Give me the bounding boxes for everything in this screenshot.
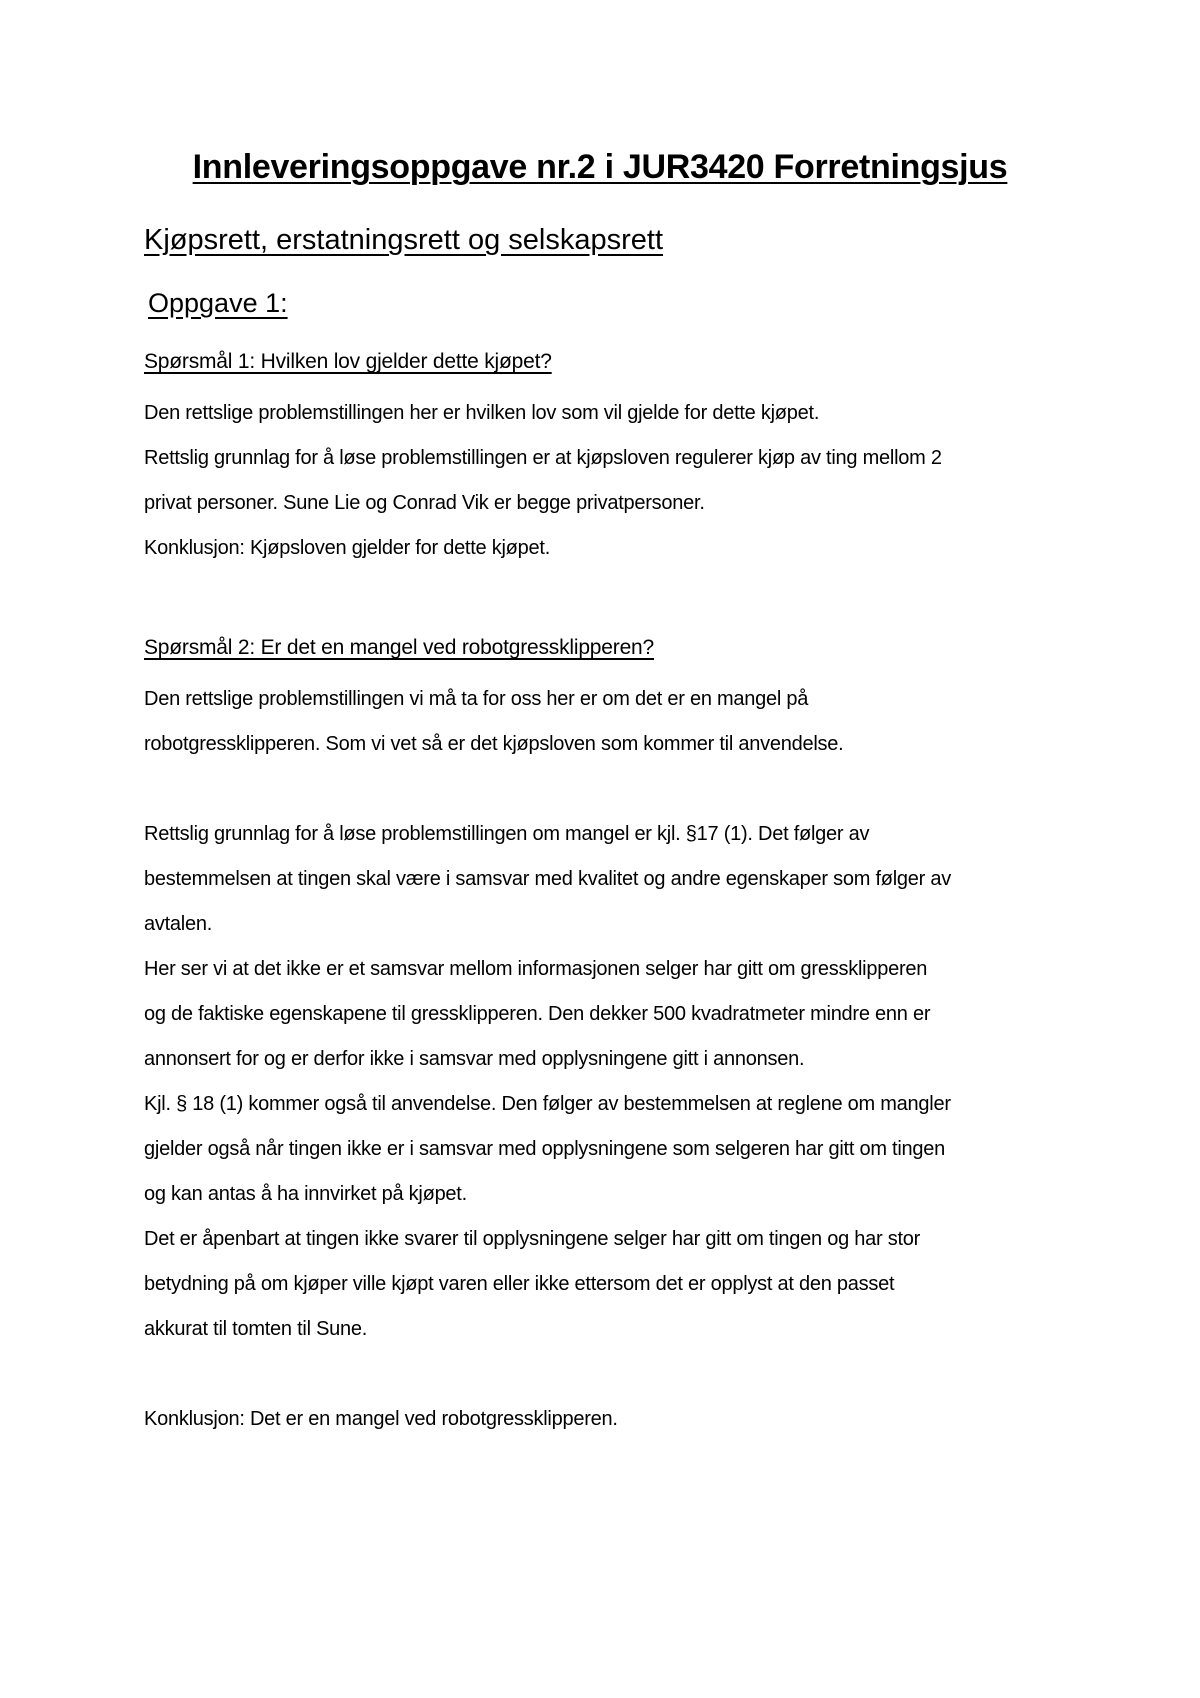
question-2-paragraph-line: Den rettslige problemstillingen vi må ta for oss her er om det er en mangel på: [144, 688, 809, 710]
question-1-conclusion: Konklusjon: Kjøpsloven gjelder for dette kjøpet.: [144, 537, 550, 559]
question-2-paragraph-line: betydning på om kjøper ville kjøpt varen eller ikke ettersom det er opplyst at den passet: [144, 1273, 895, 1295]
question-2-paragraph-line: Her ser vi at det ikke er et samsvar mellom informasjonen selger har gitt om gressklipperen: [144, 958, 928, 980]
question-2-paragraph-line: og de faktiske egenskapene til gressklipperen. Den dekker 500 kvadratmeter mindre enn er: [144, 1003, 931, 1025]
question-2-paragraph-line: Rettslig grunnlag for å løse problemstillingen om mangel er kjl. §17 (1). Det følger av: [144, 823, 870, 845]
question-2-paragraph-line: akkurat til tomten til Sune.: [144, 1318, 368, 1340]
question-2-heading: Spørsmål 2: Er det en mangel ved robotgressklipperen?: [144, 636, 655, 659]
question-1-paragraph-line: Den rettslige problemstillingen her er hvilken lov som vil gjelde for dette kjøpet.: [144, 402, 820, 424]
question-2-paragraph-line: gjelder også når tingen ikke er i samsvar med opplysningene som selgeren har gitt om tingen: [144, 1138, 946, 1160]
question-2-paragraph-line: Kjl. § 18 (1) kommer også til anvendelse. Den følger av bestemmelsen at reglene om mangler: [144, 1093, 951, 1115]
question-2-paragraph-line: bestemmelsen at tingen skal være i samsvar med kvalitet og andre egenskaper som følger av: [144, 868, 952, 890]
question-1-paragraph-line: Rettslig grunnlag for å løse problemstillingen er at kjøpsloven regulerer kjøp av ting mellom 2: [144, 447, 942, 469]
question-2-conclusion: Konklusjon: Det er en mangel ved robotgressklipperen.: [144, 1408, 618, 1430]
question-1-paragraph-line: privat personer. Sune Lie og Conrad Vik er begge privatpersoner.: [144, 492, 705, 514]
question-2-paragraph-line: robotgressklipperen. Som vi vet så er det kjøpsloven som kommer til anvendelse.: [144, 733, 844, 755]
question-1-heading: Spørsmål 1: Hvilken lov gjelder dette kjøpet?: [144, 350, 552, 373]
task-heading: Oppgave 1:: [148, 288, 288, 318]
document-title: Innleveringsoppgave nr.2 i JUR3420 Forretningsjus: [192, 148, 1008, 186]
question-2-paragraph-line: og kan antas å ha innvirket på kjøpet.: [144, 1183, 467, 1205]
question-2-paragraph-line: avtalen.: [144, 913, 213, 935]
question-2-paragraph-line: annonsert for og er derfor ikke i samsvar med opplysningene gitt i annonsen.: [144, 1048, 805, 1070]
document-subtitle: Kjøpsrett, erstatningsrett og selskapsrett: [144, 224, 663, 256]
question-2-paragraph-line: Det er åpenbart at tingen ikke svarer til opplysningene selger har gitt om tingen og har stor: [144, 1228, 921, 1250]
